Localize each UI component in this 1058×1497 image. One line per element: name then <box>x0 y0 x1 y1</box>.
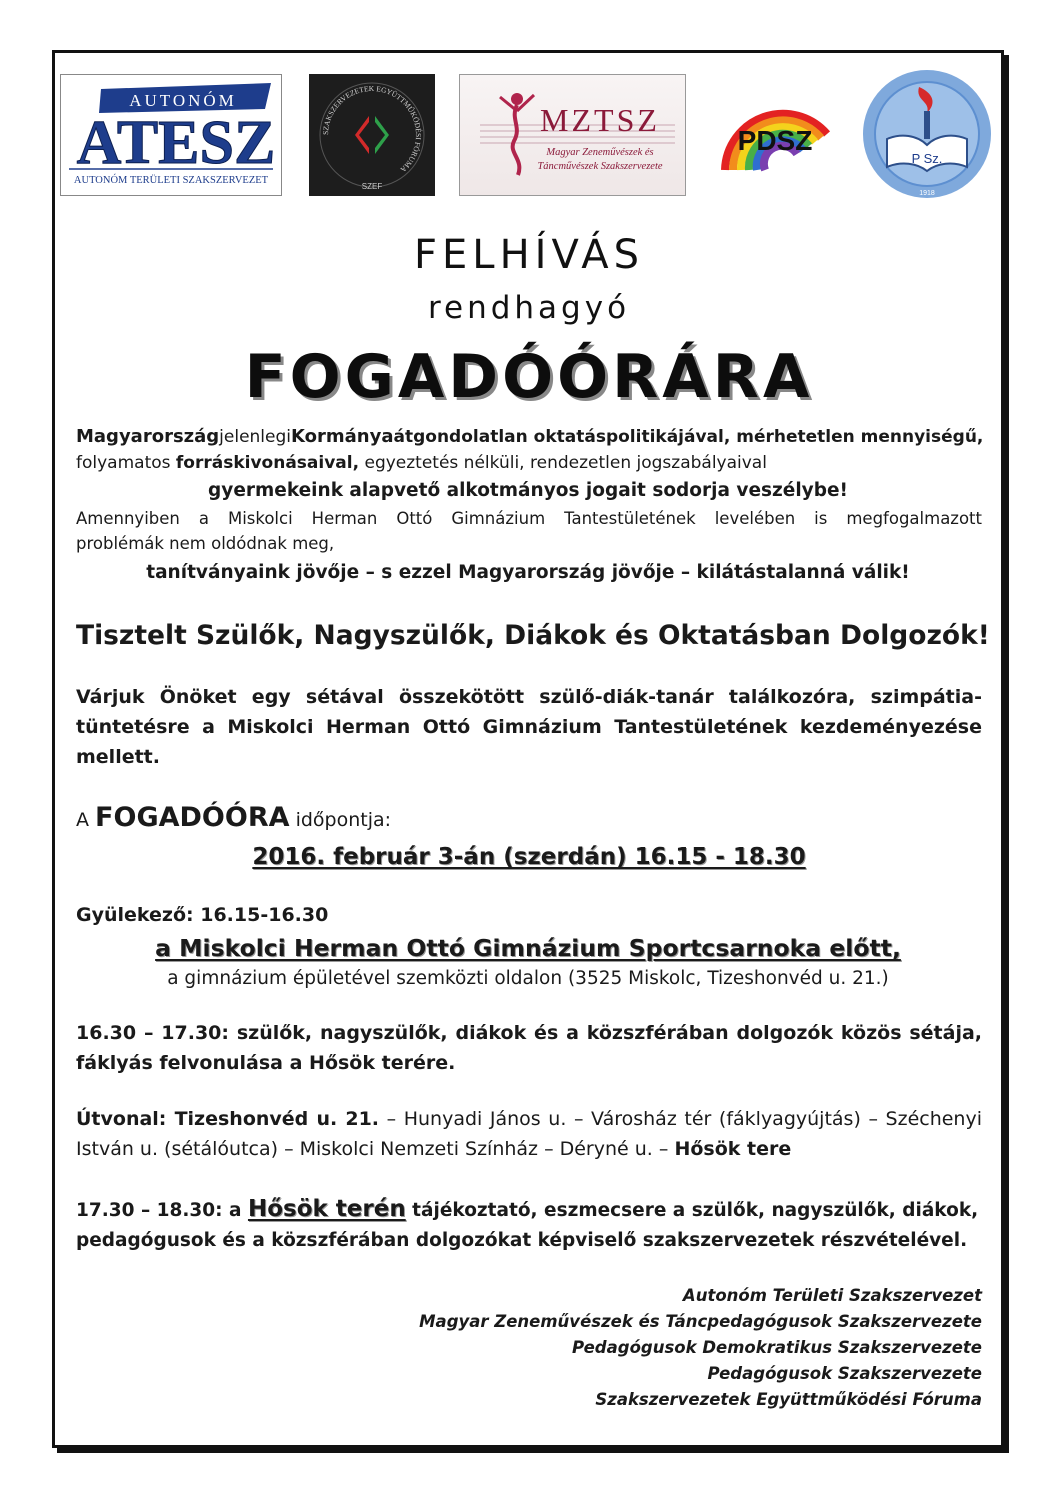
mztsz-sub2: Táncművészek Szakszervezete <box>537 161 663 172</box>
psz-text: P Sz. <box>911 151 943 166</box>
event-datetime: 2016. február 3-án (szerdán) 16.15 - 18.30 <box>252 844 806 870</box>
time-suffix: időpontja: <box>295 809 392 831</box>
signature-1: Autonóm Területi Szakszervezet <box>682 1286 982 1305</box>
pdsz-logo <box>713 74 839 196</box>
route-paragraph <box>76 1104 982 1164</box>
gathering-detail: a gimnázium épületével szemközti oldalon (3525 Miskolc, Tizeshonvéd u. 21.) <box>167 968 889 989</box>
gathering-place: a Miskolci Herman Ottó Gimnázium Sportcsarnoka előtt, <box>155 934 901 962</box>
intro-para-2-line-1: Amennyiben a Miskolci Herman Ottó Gimnázium Tantestületének levelében is megfogalmazott <box>76 509 982 528</box>
intro-centered-1: gyermekeink alapvető alkotmányos jogait sodorja veszélybe! <box>208 480 848 501</box>
atesz-logo <box>60 74 282 196</box>
final-prefix: 17.30 – 18.30: a <box>76 1200 242 1221</box>
walk-paragraph: 16.30 – 17.30: szülők, nagyszülők, diákok és a közszférában dolgozók közös sétája, fáklyás felvonulása a Hősök terére. <box>76 1022 982 1074</box>
time-keyword: FOGADÓÓRA <box>95 802 290 833</box>
title-felhivas: FELHÍVÁS <box>414 232 644 278</box>
intro-line-1 <box>76 426 982 448</box>
atesz-big-text: ATESZ <box>76 109 276 177</box>
psz-year: 1918 <box>919 190 935 197</box>
mztsz-sub1: Magyar Zeneművészek és <box>546 147 654 158</box>
title-rendhagyo: rendhagyó <box>427 290 631 326</box>
atesz-bottom-text: AUTONÓM TERÜLETI SZAKSZERVEZET <box>73 175 269 186</box>
mztsz-big-text: MZTSZ <box>540 102 660 138</box>
psz-logo <box>857 67 997 202</box>
signature-5: Szakszervezetek Együttműködési Fóruma <box>595 1390 982 1409</box>
intro-centered-2: tanítványaink jövője – s ezzel Magyarország jövője – kilátástalanná válik! <box>146 562 910 583</box>
route-middle: – Hunyadi János u. – Városház tér (fáklyagyújtás) – Széchenyi István u. (sétálóutca) – Miskolci Nemzeti Színház – Déryné u. – <box>76 1108 983 1160</box>
intro-l2c: egyeztetés nélküli, rendezetlen jogszabályaival <box>364 453 767 473</box>
mztsz-logo <box>459 74 686 196</box>
intro-line-2 <box>76 452 767 474</box>
pdsz-text: PDSZ <box>737 125 813 156</box>
time-prefix: A <box>76 809 89 831</box>
szef-logo <box>309 74 435 196</box>
final-keyword: Hősök terén <box>247 1196 406 1222</box>
final-paragraph <box>76 1194 982 1256</box>
intro-word-kormanya: Kormánya <box>291 426 394 447</box>
greeting-heading: Tisztelt Szülők, Nagyszülők, Diákok és Oktatásban Dolgozók! <box>76 620 990 651</box>
route-label: Útvonal: Tizeshonvéd u. 21. <box>76 1108 380 1130</box>
gathering-label: Gyülekező: 16.15-16.30 <box>76 904 329 926</box>
final-rest: tájékoztató, eszmecsere a szülők, nagyszülők, diákok, pedagógusok és a közszférában dolgozókat képviselő szakszervezetek részvételével. <box>76 1200 979 1251</box>
szef-bottom-text: SZEF <box>361 182 383 191</box>
szef-ring-text: SZAKSZERVEZETEK EGYÜTTMŰKÖDÉSI FÓRUMA <box>320 83 424 175</box>
signature-3: Pedagógusok Demokratikus Szakszervezete <box>571 1338 982 1357</box>
signature-2: Magyar Zeneművészek és Táncpedagógusok Szakszervezete <box>419 1312 982 1331</box>
intro-line-1-rest: átgondolatlan oktatáspolitikájával, mérhetetlen mennyiségű, <box>393 427 984 447</box>
signature-4: Pedagógusok Szakszervezete <box>707 1364 982 1383</box>
intro-word-jelenlegi: jelenlegi <box>219 427 292 447</box>
atesz-top-word: AUTONÓM <box>129 91 237 110</box>
time-label-line <box>76 802 391 833</box>
intro-l2a: folyamatos <box>76 453 171 473</box>
intro-l2b: forráskivonásaival, <box>175 453 360 473</box>
route-end: Hősök tere <box>674 1138 792 1160</box>
intro-para-2-line-2: problémák nem oldódnak meg, <box>76 534 335 553</box>
title-fogadoorara: FOGADÓÓRÁRA <box>244 342 814 412</box>
intro-word-magyarorszag: Magyarország <box>76 426 220 447</box>
invitation-paragraph: Várjuk Önöket egy sétával összekötött szülő-diák-tanár találkozóra, szimpátia-tüntetésre a Miskolci Herman Ottó Gimnázium Tantestületének kezdeményezése mellett. <box>76 686 982 768</box>
